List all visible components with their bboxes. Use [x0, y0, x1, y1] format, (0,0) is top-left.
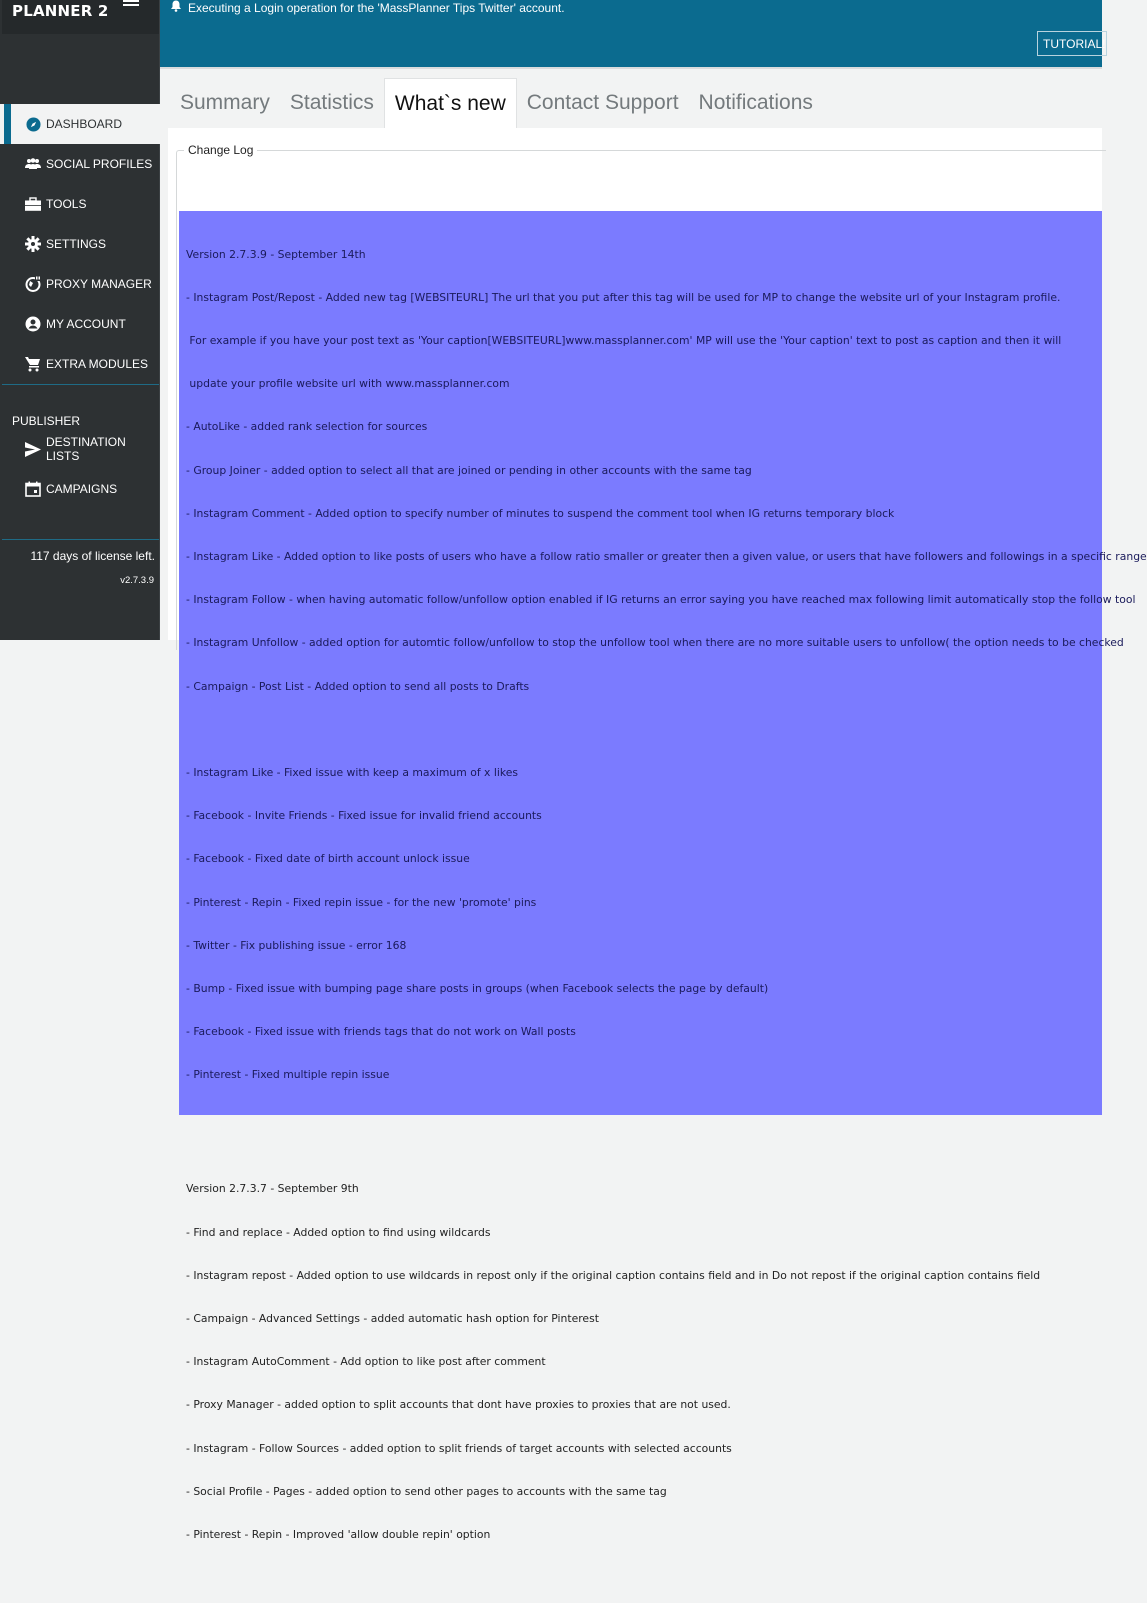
change-log-text[interactable]: [179, 182, 1147, 1603]
sidebar-item-proxy-manager[interactable]: [0, 264, 160, 304]
sidebar-item-label: EXTRA MODULES: [46, 357, 149, 371]
sidebar: [0, 0, 160, 640]
bell-icon: [170, 0, 182, 15]
log-line: - Instagram Post/Repost - Added new tag [WEBSITEURL] The url that you put after this tag will be used for MP to change the website url of your Instagram profile.: [186, 290, 1061, 304]
tab-statistics[interactable]: Statistics: [289, 91, 374, 114]
sidebar-item-extra-modules[interactable]: [0, 344, 160, 384]
dashboard-tabs: [170, 78, 823, 128]
gear-icon: [25, 236, 41, 252]
log-line: - Instagram repost - Added option to use wildcards in repost only if the original caption contains field and in Do not repost if the original caption contains field: [186, 1268, 1041, 1282]
log-line: - Instagram Follow - when having automatic follow/unfollow option enabled if IG returns an error saying you have reached max following limit automatically stop the follow tool: [186, 593, 1136, 607]
tab-contact-support[interactable]: Contact Support: [526, 91, 679, 114]
log-line: - Find and replace - Added option to find using wildcards: [186, 1225, 491, 1239]
log-line: - Social Profile - Pages - added option to send other pages to accounts with the same tag: [186, 1484, 667, 1498]
log-line: - Pinterest - Repin - Improved 'allow double repin' option: [186, 1527, 491, 1541]
log-line: For example if you have your post text as 'Your caption[WEBSITEURL]www.massplanner.com' MP will use the 'Your caption' text to post as caption and then it will: [186, 334, 1062, 348]
cart-icon: [25, 356, 41, 372]
version-title: Version 2.7.3.7 - September 9th: [186, 1182, 359, 1196]
sidebar-item-label: SOCIAL PROFILES: [46, 157, 153, 171]
sidebar-item-dashboard[interactable]: [0, 104, 160, 144]
tab-notifications[interactable]: Notifications: [698, 91, 813, 114]
globe-icon: [25, 276, 41, 292]
tab-summary[interactable]: Summary: [180, 91, 270, 114]
calendar-icon: [25, 481, 41, 497]
briefcase-icon: [25, 196, 41, 212]
app-version: v2.7.3.9: [120, 575, 154, 586]
log-line: - Instagram - Follow Sources - added option to split friends of target accounts with selected accounts: [186, 1441, 732, 1455]
log-line: - Twitter - Fix publishing issue - error 168: [186, 938, 407, 952]
log-line: - Group Joiner - added option to select all that are joined or pending in other accounts with the same tag: [186, 463, 752, 477]
brand-header: [2, 0, 159, 34]
version-title: Version 2.7.3.9 - September 14th: [186, 247, 366, 261]
publisher-nav: [0, 429, 160, 509]
log-line: update your profile website url with www.massplanner.com: [186, 377, 510, 391]
log-line-blank: [186, 723, 1102, 737]
log-line: - Facebook - Invite Friends - Fixed issue for invalid friend accounts: [186, 809, 542, 823]
version-block: [179, 1144, 1102, 1575]
log-line: - Facebook - Fixed date of birth account unlock issue: [186, 852, 470, 866]
account-icon: [25, 316, 41, 332]
sidebar-item-label: MY ACCOUNT: [46, 317, 126, 331]
publisher-section-label: PUBLISHER: [12, 414, 81, 428]
topbar-border: [160, 67, 1102, 69]
sidebar-item-label: DASHBOARD: [46, 117, 123, 131]
sidebar-item-my-account[interactable]: [0, 304, 160, 344]
sidebar-item-social-profiles[interactable]: [0, 144, 160, 184]
log-line: - AutoLike - added rank selection for sources: [186, 420, 428, 434]
license-days-left: 117 days of license left.: [30, 549, 155, 563]
log-line: - Pinterest - Fixed multiple repin issue: [186, 1068, 390, 1082]
sidebar-nav: [0, 104, 160, 384]
log-line: - Instagram Unfollow - added option for automtic follow/unfollow to stop the unfollow tool when there are no more suitable users to unfollow( the option needs to be checked: [186, 636, 1124, 650]
log-line: - Instagram Comment - Added option to specify number of minutes to suspend the comment tool when IG returns temporary block: [186, 506, 895, 520]
sidebar-item-destination-lists[interactable]: [0, 429, 160, 469]
log-line: - Instagram Like - Fixed issue with keep a maximum of x likes: [186, 766, 519, 780]
sidebar-divider: [2, 384, 159, 385]
status-message: [170, 0, 565, 15]
log-line: - Campaign - Post List - Added option to send all posts to Drafts: [186, 679, 530, 693]
sidebar-item-settings[interactable]: [0, 224, 160, 264]
log-line: - Instagram AutoComment - Add option to like post after comment: [186, 1355, 546, 1369]
change-log-legend: Change Log: [184, 143, 257, 157]
compass-icon: [25, 116, 41, 132]
users-icon: [25, 156, 41, 172]
log-line: - Facebook - Fixed issue with friends tags that do not work on Wall posts: [186, 1025, 576, 1039]
version-block-selected: [179, 211, 1147, 1115]
sidebar-divider: [2, 539, 159, 540]
top-status-bar: [160, 0, 1106, 67]
brand-logo-text: PLANNER 2: [12, 2, 109, 20]
whats-new-panel: [168, 128, 1147, 1541]
tutorial-button[interactable]: TUTORIAL!: [1037, 31, 1107, 56]
sidebar-item-label: CAMPAIGNS: [46, 482, 118, 496]
log-line: - Instagram Like - Added option to like posts of users who have a follow ratio smaller or greater then a given value, or users that have followers and followings in a specific range: [186, 550, 1147, 564]
status-text: Executing a Login operation for the 'MassPlanner Tips Twitter' account.: [188, 0, 565, 15]
sidebar-item-label: TOOLS: [46, 197, 87, 211]
hamburger-menu-icon[interactable]: [123, 0, 141, 8]
sidebar-item-label: PROXY MANAGER: [46, 277, 152, 291]
tab-whats-new[interactable]: What`s new: [384, 78, 517, 128]
log-line: - Pinterest - Repin - Fixed repin issue - for the new 'promote' pins: [186, 895, 537, 909]
sidebar-item-campaigns[interactable]: [0, 469, 160, 509]
log-line: - Bump - Fixed issue with bumping page share posts in groups (when Facebook selects the page by default): [186, 982, 769, 996]
send-icon: [25, 441, 41, 457]
log-line: - Proxy Manager - added option to split accounts that dont have proxies to proxies that are not used.: [186, 1398, 731, 1412]
sidebar-item-label: SETTINGS: [46, 237, 107, 251]
sidebar-item-tools[interactable]: [0, 184, 160, 224]
log-line: - Campaign - Advanced Settings - added automatic hash option for Pinterest: [186, 1311, 599, 1325]
sidebar-item-label: DESTINATION LISTS: [46, 435, 126, 463]
